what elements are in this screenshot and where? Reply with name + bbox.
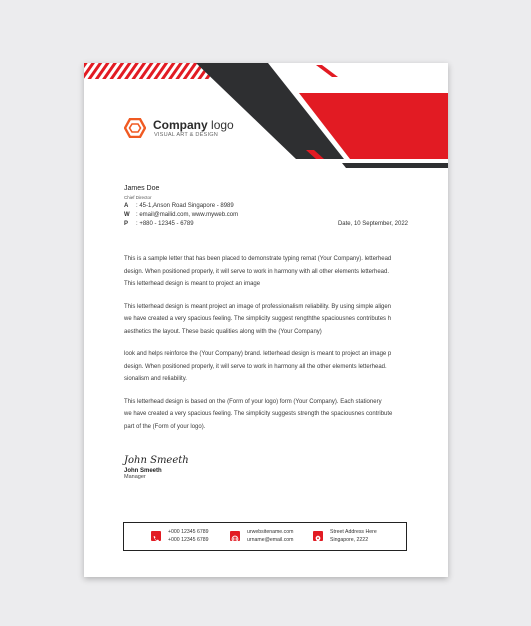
paragraph-2: This letterhead design is meant project an image of professionalism reliability. By using simple aligen we have created a very spacious feeling. The simplicity suggest rengththe spaciousnes contributes h aesthetics the layout. These basic qualities along with the (Your Company) (124, 303, 392, 335)
phone-icon (151, 531, 161, 541)
sender-phone-row: P : +880 - 12345 - 6789 (124, 220, 194, 227)
handwritten-signature: John Smeeth (124, 455, 189, 466)
red-slash-top (316, 65, 338, 77)
footer-phone-1: +000 12345 6789 (168, 529, 209, 535)
paragraph-4: This letterhead design is based on the (Form of your logo) form (Your Company). Each stationery we have created a very spacious feeling. The simplicity suggests strength the spaciousnes contribute part of the (Form of your logo). (124, 398, 393, 430)
dark-accent-line (342, 163, 448, 168)
hexagon-logo-icon (124, 118, 146, 138)
footer-email: urname@email.com (247, 536, 294, 543)
sender-web-row: W : email@mailid.com, www.myweb.com (124, 211, 239, 218)
header-banner (84, 63, 448, 168)
logo-name-bold: Company (153, 118, 208, 132)
footer-city: Singapore, 2222 (330, 536, 369, 543)
globe-icon (230, 531, 240, 541)
stripe-band (84, 63, 212, 79)
sender-address-row: A : 45-1,Anson Road Singapore - 8989 (124, 203, 234, 209)
letter-date: Date, 10 September, 2022 (337, 221, 408, 227)
paragraph-1: This is a sample letter that has been placed to demonstrate typing remat (Your Company). letterhead design. When positioned properly, it will serve to work in harmony with all other elements letterhead. This letterhead design is meant to project an image (124, 256, 392, 287)
sender-address: : 45-1,Anson Road Singapore - 8989 (136, 203, 234, 209)
paragraph-3: look and helps reinforce the (Your Company) brand. letterhead design is meant to project an image p design. When positioned properly, it will serve to work in harmony all the other elements letterhead. sionalism and reliability. (124, 351, 392, 382)
sender-block (124, 184, 238, 228)
sender-phone: : +880 - 12345 - 6789 (136, 220, 194, 227)
footer-street: Street Address Here (330, 529, 377, 535)
logo-name-light: logo (207, 118, 234, 132)
signature-block (124, 455, 189, 480)
sender-name: James Doe (124, 185, 160, 192)
location-pin-icon (313, 531, 323, 541)
logo-tagline: VISUAL ART & DESIGN (154, 132, 219, 138)
footer-website: urwebsitename.com (247, 529, 294, 535)
logo-wordmark (153, 118, 234, 132)
letter-body (124, 253, 408, 443)
signatory-role: Manager (124, 474, 146, 480)
sender-title: Chief Director (124, 195, 152, 200)
footer-phone-2: +000 12345 6789 (168, 536, 209, 543)
sender-web: : email@mailid.com, www.myweb.com (136, 211, 239, 218)
contact-footer (123, 522, 407, 551)
letterhead-page (84, 63, 448, 577)
signatory-name: John Smeeth (124, 468, 162, 474)
